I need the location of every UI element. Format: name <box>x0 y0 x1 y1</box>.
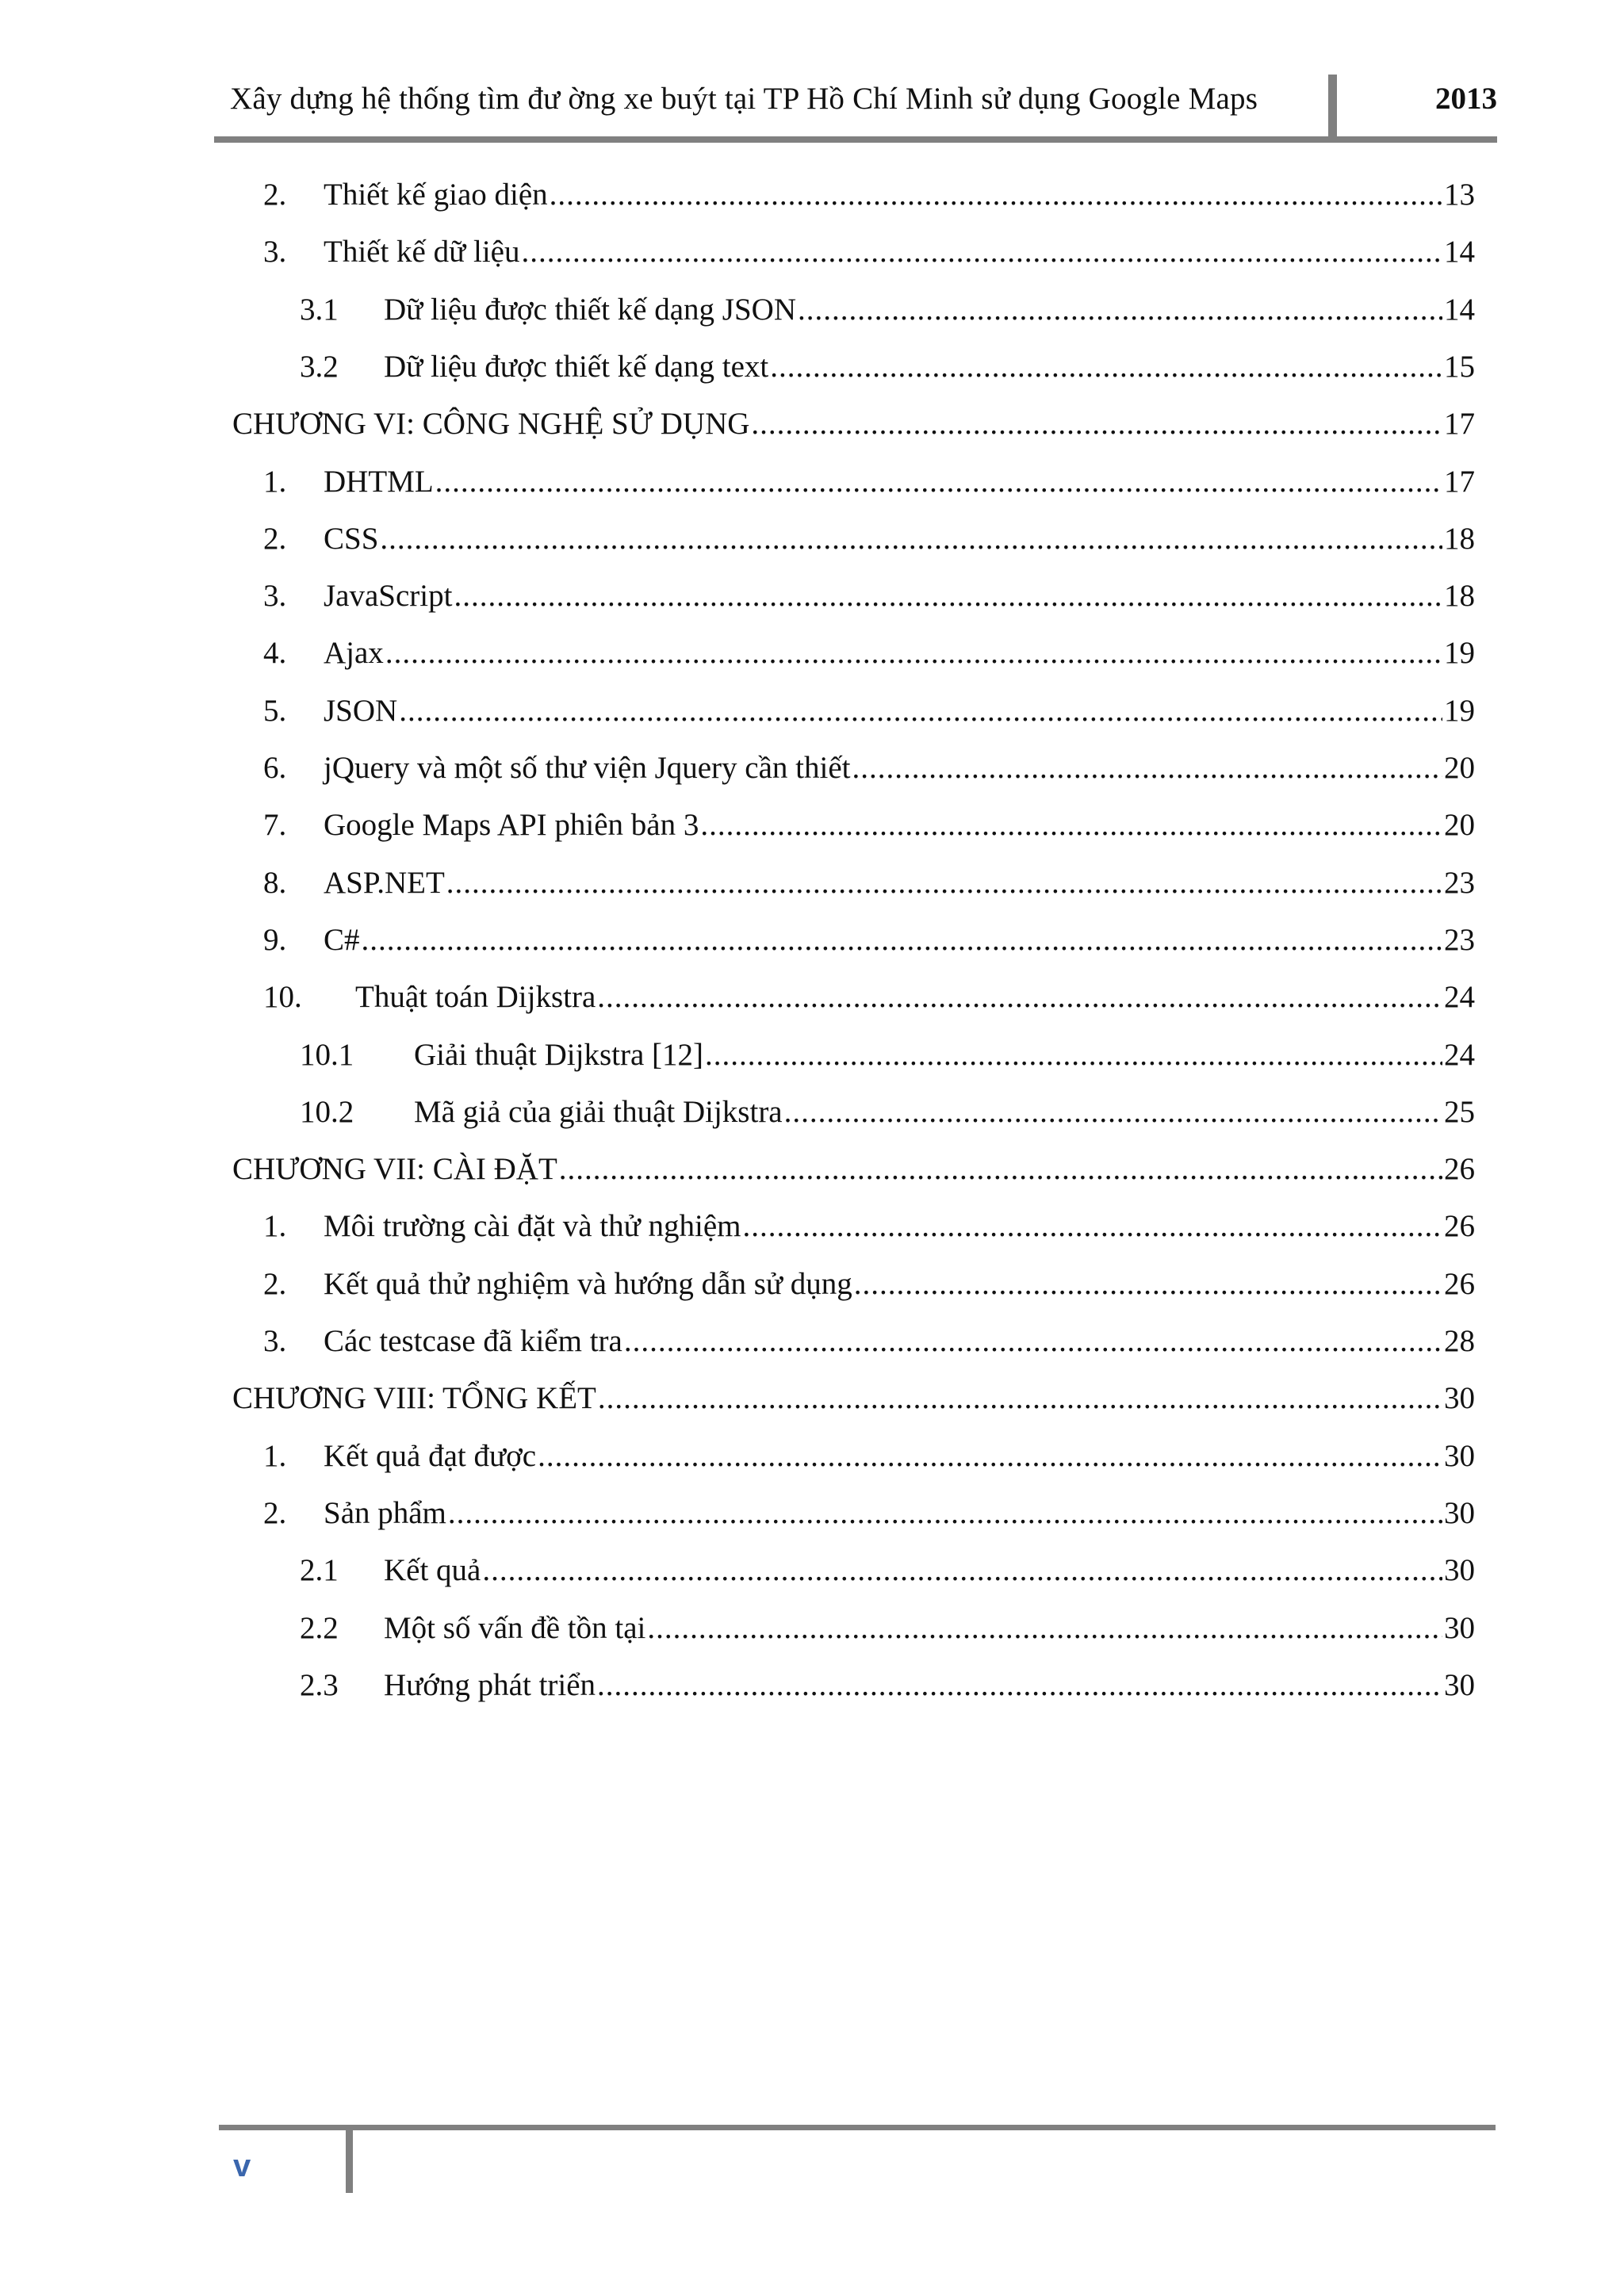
toc-entry-title: Ajax <box>324 636 384 671</box>
toc-entry-page: 30 <box>1444 1553 1475 1588</box>
toc-entry[interactable] <box>263 975 1475 1020</box>
toc-entry-page: 30 <box>1444 1667 1475 1702</box>
toc-dot-leader <box>521 230 1442 274</box>
toc-entry-title: CHƯƠNG VI: CÔNG NGHỆ SỬ DỤNG <box>232 407 750 442</box>
toc-dot-leader <box>362 918 1442 962</box>
toc-entry-number: 6. <box>263 751 287 785</box>
footer-divider <box>346 2125 353 2193</box>
toc-entry-number: 4. <box>263 636 287 671</box>
toc-entry-number: 1. <box>263 1438 287 1473</box>
toc-entry[interactable] <box>263 689 1475 733</box>
toc-dot-leader <box>454 574 1442 618</box>
page-header <box>214 71 1497 143</box>
toc-entry-number: 1. <box>263 464 287 499</box>
toc-entry-number: 7. <box>263 808 287 843</box>
toc-entry-page: 18 <box>1444 579 1475 614</box>
toc-entry[interactable] <box>263 631 1475 675</box>
toc-entry-page: 26 <box>1444 1266 1475 1301</box>
page-footer <box>219 2125 1496 2204</box>
header-year: 2013 <box>1435 82 1497 116</box>
toc-entry-number: 3. <box>263 235 287 270</box>
toc-entry-number: 3. <box>263 1324 287 1358</box>
toc-entry-title: jQuery và một số thư viện Jquery cần thiết <box>324 751 851 785</box>
toc-dot-leader <box>399 689 1442 733</box>
toc-entry-title: DHTML <box>324 464 434 499</box>
toc-entry-number: 5. <box>263 693 287 728</box>
toc-entry-page: 23 <box>1444 922 1475 957</box>
toc-entry-page: 23 <box>1444 865 1475 900</box>
toc-entry[interactable] <box>263 517 1475 561</box>
toc-entry[interactable] <box>263 230 1475 274</box>
toc-entry[interactable] <box>263 861 1475 905</box>
toc-entry-number: 2.3 <box>300 1667 339 1702</box>
toc-entry[interactable] <box>263 1434 1475 1479</box>
toc-entry-title: Thuật toán Dijkstra <box>355 980 596 1015</box>
toc-dot-leader <box>597 975 1442 1020</box>
toc-entry-page: 30 <box>1444 1610 1475 1645</box>
toc-dot-leader <box>550 173 1442 217</box>
toc-dot-leader <box>538 1434 1442 1479</box>
toc-entry-title: Kết quả đạt được <box>324 1438 537 1473</box>
toc-entry-page: 30 <box>1444 1438 1475 1473</box>
toc-entry-page: 17 <box>1444 407 1475 442</box>
toc-entry-page: 30 <box>1444 1495 1475 1530</box>
toc-entry-title: Thiết kế dữ liệu <box>324 235 520 270</box>
toc-chapter-entry[interactable] <box>232 1147 1475 1192</box>
toc-entry[interactable] <box>300 345 1475 389</box>
toc-entry[interactable] <box>263 1204 1475 1249</box>
toc-entry-page: 15 <box>1444 349 1475 384</box>
toc-entry-title: ASP.NET <box>324 865 445 900</box>
toc-dot-leader <box>482 1548 1442 1593</box>
toc-entry-page: 28 <box>1444 1324 1475 1358</box>
toc-entry-title: Sản phẩm <box>324 1495 446 1530</box>
toc-entry[interactable] <box>263 803 1475 848</box>
toc-entry-page: 26 <box>1444 1152 1475 1187</box>
footer-page-number: v <box>233 2149 251 2183</box>
toc-chapter-entry[interactable] <box>232 1376 1475 1421</box>
toc-entry-number: 3.1 <box>300 292 339 327</box>
toc-entry-number: 3. <box>263 579 287 614</box>
toc-entry[interactable] <box>300 1090 1475 1135</box>
toc-entry-number: 8. <box>263 865 287 900</box>
toc-entry-title: Google Maps API phiên bản 3 <box>324 808 699 843</box>
toc-entry-number: 10.1 <box>300 1037 354 1072</box>
toc-entry-page: 25 <box>1444 1094 1475 1129</box>
toc-dot-leader <box>597 1663 1442 1708</box>
toc-entry-title: Thiết kế giao diện <box>324 178 548 212</box>
toc-dot-leader <box>705 1033 1442 1077</box>
toc-entry-title: JavaScript <box>324 579 453 614</box>
toc-entry-page: 24 <box>1444 1037 1475 1072</box>
toc-entry-number: 10.2 <box>300 1094 354 1129</box>
toc-entry-page: 19 <box>1444 693 1475 728</box>
toc-entry[interactable] <box>263 173 1475 217</box>
toc-dot-leader <box>446 861 1442 905</box>
toc-entry-title: Kết quả <box>384 1553 481 1588</box>
toc-entry-page: 24 <box>1444 980 1475 1015</box>
toc-entry-page: 14 <box>1444 235 1475 270</box>
toc-entry-title: Dữ liệu được thiết kế dạng JSON <box>384 292 796 327</box>
toc-entry[interactable] <box>263 574 1475 618</box>
toc-entry-title: Môi trường cài đặt và thử nghiệm <box>324 1209 741 1244</box>
toc-entry-page: 13 <box>1444 178 1475 212</box>
toc-entry-page: 26 <box>1444 1209 1475 1244</box>
toc-entry-title: Hướng phát triển <box>384 1667 596 1702</box>
toc-entry-page: 20 <box>1444 751 1475 785</box>
toc-entry-number: 9. <box>263 922 287 957</box>
toc-entry-title: Một số vấn đề tồn tại <box>384 1610 646 1645</box>
toc-entry-number: 10. <box>263 980 302 1015</box>
toc-entry[interactable] <box>263 746 1475 790</box>
toc-dot-leader <box>624 1319 1442 1364</box>
toc-entry-page: 18 <box>1444 521 1475 556</box>
toc-entry[interactable] <box>263 1319 1475 1364</box>
toc-entry-title: JSON <box>324 693 398 728</box>
toc-dot-leader <box>647 1606 1442 1651</box>
toc-entry-page: 19 <box>1444 636 1475 671</box>
toc-entry[interactable] <box>263 1491 1475 1536</box>
toc-entry-number: 2. <box>263 1495 287 1530</box>
toc-entry-number: 2.2 <box>300 1610 339 1645</box>
toc-dot-leader <box>385 631 1442 675</box>
toc-entry-number: 2. <box>263 1266 287 1301</box>
toc-entry-number: 2. <box>263 521 287 556</box>
header-rule <box>214 136 1497 143</box>
toc-dot-leader <box>742 1204 1442 1249</box>
toc-dot-leader <box>559 1147 1442 1192</box>
toc-entry[interactable] <box>300 1606 1475 1651</box>
toc-dot-leader <box>435 460 1442 504</box>
footer-rule <box>219 2125 1496 2130</box>
toc-entry-number: 2. <box>263 178 287 212</box>
toc-entry[interactable] <box>300 288 1475 332</box>
toc-dot-leader <box>380 517 1442 561</box>
toc-dot-leader <box>751 402 1442 446</box>
toc-chapter-entry[interactable] <box>232 402 1475 446</box>
toc-entry-title: CHƯƠNG VII: CÀI ĐẶT <box>232 1152 557 1187</box>
toc-entry-title: Giải thuật Dijkstra [12] <box>414 1037 703 1072</box>
toc-entry-number: 3.2 <box>300 349 339 384</box>
toc-entry-page: 30 <box>1444 1381 1475 1416</box>
toc-dot-leader <box>598 1376 1442 1421</box>
toc-entry[interactable] <box>263 460 1475 504</box>
toc-entry-title: Các testcase đã kiểm tra <box>324 1324 622 1358</box>
toc-entry-title: Mã giả của giải thuật Dijkstra <box>414 1094 783 1129</box>
toc-entry-page: 20 <box>1444 808 1475 843</box>
toc-entry-title: Dữ liệu được thiết kế dạng text <box>384 349 769 384</box>
toc-entry[interactable] <box>263 918 1475 962</box>
toc-dot-leader <box>852 746 1443 790</box>
toc-entry-title: Kết quả thử nghiệm và hướng dẫn sử dụng <box>324 1266 852 1301</box>
toc-dot-leader <box>854 1262 1442 1307</box>
toc-entry-title: CSS <box>324 521 379 556</box>
toc-entry-page: 17 <box>1444 464 1475 499</box>
toc-entry[interactable] <box>300 1548 1475 1593</box>
header-title: Xây dựng hệ thống tìm đư ờng xe buýt tại TP Hồ Chí Minh sử dụng Google Maps <box>230 82 1258 116</box>
toc-dot-leader <box>784 1090 1442 1135</box>
toc-entry[interactable] <box>300 1033 1475 1077</box>
header-divider <box>1328 75 1337 136</box>
toc-dot-leader <box>448 1491 1442 1536</box>
toc-entry[interactable] <box>300 1663 1475 1708</box>
toc-dot-leader <box>700 803 1442 848</box>
toc-entry-page: 14 <box>1444 292 1475 327</box>
toc-dot-leader <box>798 288 1442 332</box>
toc-entry-title: CHƯƠNG VIII: TỔNG KẾT <box>232 1381 596 1416</box>
toc-entry-number: 1. <box>263 1209 287 1244</box>
toc-dot-leader <box>770 345 1442 389</box>
toc-entry-title: C# <box>324 922 360 957</box>
toc-entry[interactable] <box>263 1262 1475 1307</box>
toc-entry-number: 2.1 <box>300 1553 339 1588</box>
